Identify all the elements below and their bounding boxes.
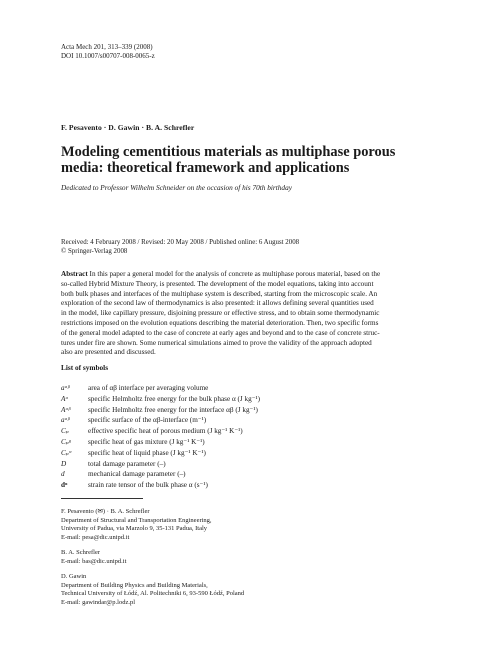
symbols-heading: List of symbols — [61, 363, 109, 372]
dedication: Dedicated to Professor Wilhelm Schneider on the occasion of his 70th birthday — [61, 183, 292, 192]
symbol-description: specific Helmholtz free energy for the bulk phase α (J kg⁻¹) — [88, 394, 261, 403]
author-email[interactable]: E-mail: gawindar@p.lodz.pl — [61, 598, 136, 606]
symbol: D — [61, 459, 67, 468]
symbol-row — [61, 415, 260, 426]
symbol-description: specific surface of the αβ-interface (m⁻¹) — [88, 416, 207, 425]
affiliation-block — [61, 549, 126, 566]
affiliation-line: Department of Building Physics and Building Materials, — [61, 581, 208, 589]
author-list: F. Pesavento · D. Gawin · B. A. Schrefler — [61, 123, 195, 132]
author-email[interactable]: E-mail: pesa@dic.unipd.it — [61, 533, 130, 541]
affiliation-line: University of Padua, via Marzolo 9, 35-131 Padua, Italy — [61, 525, 208, 533]
symbol-description: specific heat of liquid phase (J kg⁻¹ K⁻¹) — [88, 448, 206, 457]
affiliation-line: Technical University of Łódź, Al. Politechniki 6, 93-590 Łódź, Poland — [61, 590, 245, 598]
symbol: Cₚ — [61, 427, 69, 436]
symbol-row — [61, 394, 260, 405]
symbol-description: specific heat of gas mixture (J kg⁻¹ K⁻¹) — [88, 437, 205, 446]
copyright-notice: © Springer-Verlag 2008 — [61, 248, 128, 255]
abstract-line: of the general model adapted to the case of concrete at early ages and beyond and to the case of concrete struc- — [61, 328, 380, 337]
paper-title — [61, 144, 441, 176]
symbol-row — [61, 437, 260, 448]
abstract-line: exploration of the second law of thermodynamics is also presented: it allows defining several quantities used — [61, 299, 374, 308]
abstract — [61, 270, 435, 358]
symbol-description: effective specific heat of porous medium (J kg⁻¹ K⁻¹) — [88, 427, 243, 436]
affiliation-line: B. A. Schrefler — [61, 549, 100, 556]
symbol-row — [61, 448, 260, 459]
affiliation-block — [61, 573, 244, 607]
abstract-line: tures under fire are shown. Some numerical simulations aimed to prove the validity of the approach adopted — [61, 338, 372, 347]
journal-info — [61, 43, 155, 61]
symbol-list — [61, 383, 260, 491]
paper-title-line-2: media: theoretical framework and applications — [61, 160, 350, 176]
symbol: Aᵅ — [61, 394, 69, 403]
symbol-description: area of αβ interface per averaging volume — [88, 384, 209, 392]
journal-doi[interactable]: DOI 10.1007/s00707-008-0065-z — [61, 52, 155, 60]
abstract-text: In this paper a general model for the analysis of concrete as multiphase porous material, based on the — [87, 270, 381, 278]
symbol-row — [61, 459, 260, 470]
symbol-row — [61, 469, 260, 480]
symbol-row — [61, 480, 260, 491]
paper-title-line-1: Modeling cementitious materials as multiphase porous — [61, 144, 396, 160]
publication-history — [61, 238, 299, 256]
symbol-description: mechanical damage parameter (–) — [88, 470, 186, 479]
symbol: Cₚᵍ — [61, 437, 71, 446]
symbol: Cₚʷ — [61, 448, 72, 457]
symbol-description: total damage parameter (–) — [88, 459, 166, 468]
symbol-description: specific Helmholtz free energy for the interface αβ (J kg⁻¹) — [88, 405, 258, 414]
abstract-label: Abstract — [61, 270, 88, 278]
symbol: aᵅᵝ — [61, 384, 70, 392]
affiliation-line: F. Pesavento (✉) · B. A. Schrefler — [61, 508, 150, 515]
symbol-row — [61, 383, 260, 394]
journal-citation: Acta Mech 201, 313–339 (2008) — [61, 43, 153, 51]
symbol-row — [61, 426, 260, 437]
affiliation-line: Department of Structural and Transportation Engineering, — [61, 516, 212, 524]
abstract-line: so-called Hybrid Mixture Theory, is presented. The development of the model equations, taking into account — [61, 279, 374, 288]
symbol: dᵅ — [61, 481, 68, 490]
history-dates: Received: 4 February 2008 / Revised: 20 May 2008 / Published online: 6 August 2008 — [61, 239, 300, 246]
abstract-line — [61, 270, 435, 280]
author-email[interactable]: E-mail: bas@dic.unipd.it — [61, 557, 127, 565]
symbol: d — [61, 470, 65, 479]
symbol-row — [61, 405, 260, 416]
abstract-line: also are presented and discussed. — [61, 348, 156, 357]
abstract-line: restrictions imposed on the evolution equations describing the material deterioration. Then, two specific forms — [61, 318, 379, 327]
affiliation-block — [61, 508, 212, 542]
abstract-line: in the model, like capillary pressure, disjoining pressure or effective stress, and to obtain some thermodynamic — [61, 309, 380, 318]
abstract-line: both bulk phases and interfaces of the multiphase system is described, starting from the microscopic scale. An — [61, 289, 378, 298]
footnote-divider — [61, 498, 143, 499]
affiliation-line: D. Gawin — [61, 573, 87, 580]
symbol: Aᵅᵝ — [61, 405, 71, 414]
symbol: aᵅᵝ — [61, 416, 70, 425]
symbol-description: strain rate tensor of the bulk phase α (s⁻¹) — [88, 481, 208, 490]
